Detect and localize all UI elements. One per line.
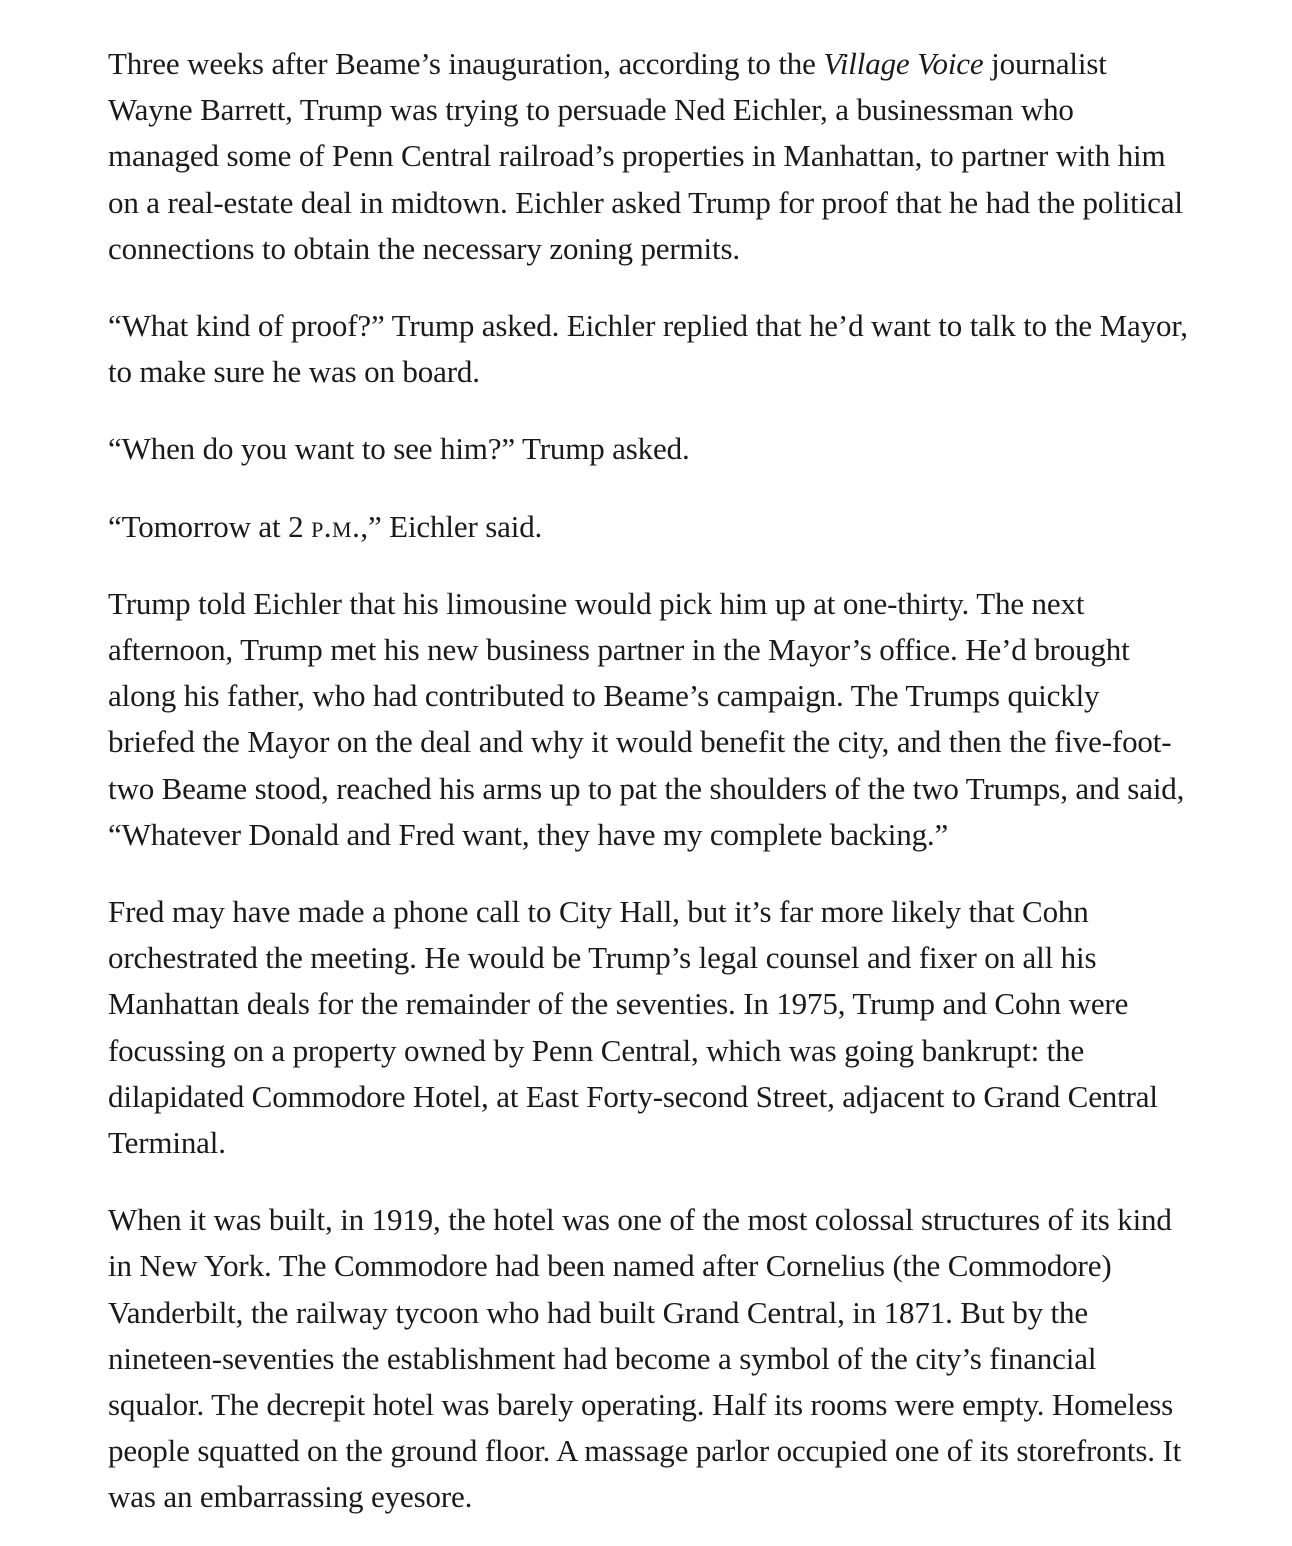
paragraph-7: When it was built, in 1919, the hotel was one of the most colossal structures of its kind in New York. The Commodore had been named after Cornelius (the Commodore) Vanderbilt, the railway tycoon who had built Grand Central, in 1871. But by the nineteen-seventies the establishment had become a symbol of the city’s financial squalor. The decrepit hotel was barely operating. Half its rooms were empty. Homeless people squatted on the ground floor. A massage parlor occupied one of its storefronts. It was an embarrassing eyesore.: [108, 1202, 1182, 1515]
paragraph-1: [108, 41, 1188, 272]
publication-name: Village Voice: [823, 46, 984, 81]
paragraph-2: “What kind of proof?” Trump asked. Eichler replied that he’d want to talk to the Mayor, to make sure he was on board.: [108, 308, 1188, 390]
article-body: [108, 41, 1188, 1521]
paragraph-5: Trump told Eichler that his limousine would pick him up at one-thirty. The next afternoon, Trump met his new business partner in the Mayor’s office. He’d brought along his father, who had contributed to Beame’s campaign. The Trumps quickly briefed the Mayor on the deal and why it would benefit the city, and then the five-foot-two Beame stood, reached his arms up to pat the shoulders of the two Trumps, and said, “Whatever Donald and Fred want, they have my complete backing.”: [108, 585, 1185, 852]
paragraph-6: Fred may have made a phone call to City Hall, but it’s far more likely that Cohn orchestrated the meeting. He would be Trump’s legal counsel and fixer on all his Manhattan deals for the remainder of the seventies. In 1975, Trump and Cohn were focussing on a property owned by Penn Central, which was going bankrupt: the dilapidated Commodore Hotel, at East Forty-second Street, adjacent to Grand Central Terminal.: [108, 894, 1158, 1161]
paragraph-3: “When do you want to see him?” Trump asked.: [108, 431, 690, 467]
paragraph-4: [108, 504, 1188, 550]
paragraph-1-text-start: Three weeks after Beame’s inauguration, according to the: [108, 46, 824, 81]
paragraph-4-text-start: “Tomorrow at 2: [108, 508, 312, 544]
time-suffix: p.m.: [311, 508, 361, 544]
paragraph-1-text-end: journalist Wayne Barrett, Trump was trying to persuade Ned Eichler, a businessman who managed some of Penn Central railroad’s properties in Manhattan, to partner with him on a real-estate deal in midtown. Eichler asked Trump for proof that he had the political connections to obtain the necessary zoning permits.: [108, 46, 1183, 266]
paragraph-4-text-end: ,” Eichler said.: [360, 508, 543, 544]
